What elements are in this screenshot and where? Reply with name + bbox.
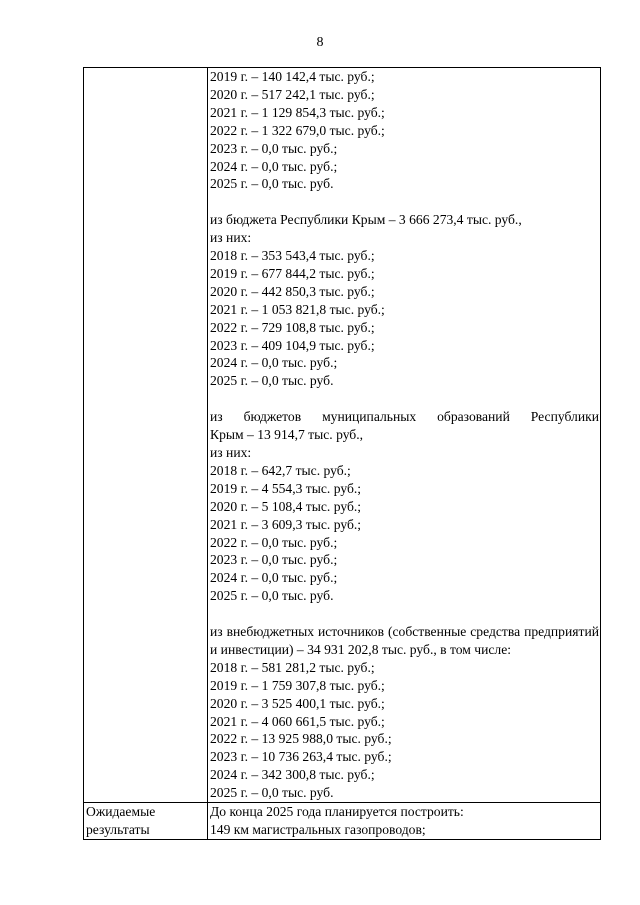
crimea-budget-subheading: из них: [210, 230, 252, 246]
offbudget-year-line: 2024 г. – 342 300,8 тыс. руб.; [210, 767, 375, 783]
federal-year-line: 2019 г. – 140 142,4 тыс. руб.; [210, 69, 375, 84]
table-row-results [84, 803, 601, 840]
municipal-year-line: 2021 г. – 3 609,3 тыс. руб.; [210, 516, 362, 532]
crimea-year-line: 2021 г. – 1 053 821,8 тыс. руб.; [210, 301, 385, 317]
crimea-year-line: 2019 г. – 677 844,2 тыс. руб.; [210, 265, 375, 281]
federal-year-line: 2020 г. – 517 242,1 тыс. руб.; [210, 86, 375, 102]
municipal-budget-heading-line1: из бюджетов муниципальных образований Республики [210, 409, 599, 425]
crimea-year-line: 2022 г. – 729 108,8 тыс. руб.; [210, 319, 375, 335]
offbudget-year-line: 2023 г. – 10 736 263,4 тыс. руб.; [210, 749, 392, 765]
results-text-line1: До конца 2025 года планируется построить: [210, 804, 464, 820]
paragraph-spacer [210, 390, 599, 408]
municipal-year-line: 2020 г. – 5 108,4 тыс. руб.; [210, 498, 362, 514]
municipal-year-line: 2022 г. – 0,0 тыс. руб.; [210, 534, 338, 550]
funding-cell [208, 68, 601, 803]
crimea-year-line: 2024 г. – 0,0 тыс. руб.; [210, 355, 338, 371]
results-label-line2: результаты [86, 822, 150, 838]
crimea-year-line: 2020 г. – 442 850,3 тыс. руб.; [210, 283, 375, 299]
passport-table [83, 67, 601, 840]
results-label-cell [84, 803, 208, 840]
offbudget-year-line: 2021 г. – 4 060 661,5 тыс. руб.; [210, 713, 385, 729]
federal-year-line: 2022 г. – 1 322 679,0 тыс. руб.; [210, 122, 385, 138]
municipal-budget-heading-line2: Крым – 13 914,7 тыс. руб., [210, 427, 364, 443]
funding-label-cell [84, 68, 208, 803]
federal-year-line: 2023 г. – 0,0 тыс. руб.; [210, 140, 338, 156]
federal-year-line: 2025 г. – 0,0 тыс. руб. [210, 176, 334, 192]
paragraph-spacer [210, 605, 599, 623]
crimea-budget-heading: из бюджета Республики Крым – 3 666 273,4 тыс. руб., [210, 212, 522, 228]
crimea-year-line: 2023 г. – 409 104,9 тыс. руб.; [210, 337, 375, 353]
offbudget-heading: из внебюджетных источников (собственные средства предприятий и инвестиции) – 34 931 202,8 тыс. руб., в том числе: [210, 624, 599, 657]
paragraph-spacer [210, 193, 599, 211]
results-label-line1: Ожидаемые [86, 804, 156, 820]
federal-year-line: 2024 г. – 0,0 тыс. руб.; [210, 158, 338, 174]
crimea-year-line: 2025 г. – 0,0 тыс. руб. [210, 373, 334, 389]
results-text-line2: 149 км магистральных газопроводов; [210, 822, 426, 838]
municipal-year-line: 2019 г. – 4 554,3 тыс. руб.; [210, 480, 362, 496]
table-row-funding [84, 68, 601, 803]
offbudget-year-line: 2025 г. – 0,0 тыс. руб. [210, 785, 334, 801]
results-text-cell [208, 803, 601, 840]
offbudget-year-line: 2022 г. – 13 925 988,0 тыс. руб.; [210, 731, 392, 747]
page-number: 8 [316, 35, 324, 50]
crimea-year-line: 2018 г. – 353 543,4 тыс. руб.; [210, 248, 375, 264]
municipal-year-line: 2018 г. – 642,7 тыс. руб.; [210, 462, 351, 478]
municipal-year-line: 2024 г. – 0,0 тыс. руб.; [210, 570, 338, 586]
offbudget-year-line: 2020 г. – 3 525 400,1 тыс. руб.; [210, 695, 385, 711]
offbudget-year-line: 2018 г. – 581 281,2 тыс. руб.; [210, 659, 375, 675]
federal-year-line: 2021 г. – 1 129 854,3 тыс. руб.; [210, 104, 385, 120]
offbudget-year-line: 2019 г. – 1 759 307,8 тыс. руб.; [210, 677, 385, 693]
municipal-year-line: 2023 г. – 0,0 тыс. руб.; [210, 552, 338, 568]
municipal-budget-subheading: из них: [210, 445, 252, 460]
municipal-year-line: 2025 г. – 0,0 тыс. руб. [210, 588, 334, 604]
